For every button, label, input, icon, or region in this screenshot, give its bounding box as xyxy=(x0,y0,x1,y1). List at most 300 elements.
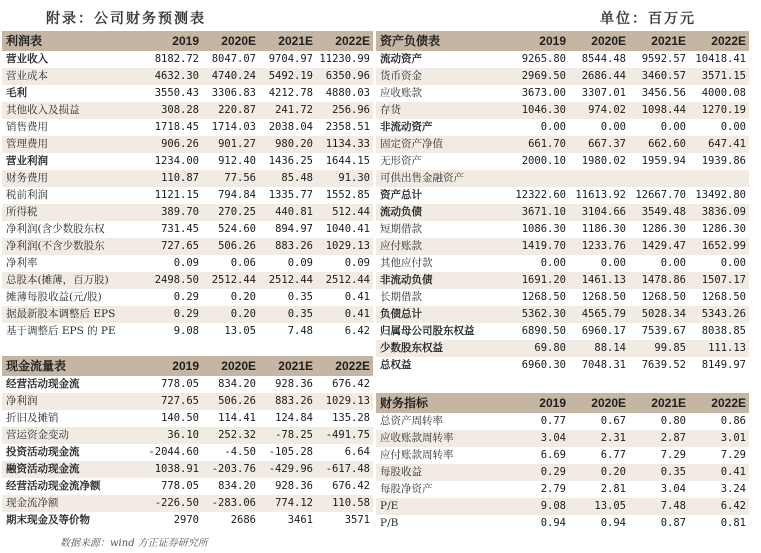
row-value: 0.00 xyxy=(660,121,686,133)
row-value: 0.09 xyxy=(173,257,199,269)
row-value: 3306.83 xyxy=(211,87,256,99)
row-value: -429.96 xyxy=(259,461,316,478)
row-value: 8047.07 xyxy=(211,53,256,65)
row-label: 每股净资产 xyxy=(380,483,433,495)
year-header: 2021E xyxy=(259,356,316,376)
table-row xyxy=(2,376,373,393)
row-label: 据最新股本调整后 EPS xyxy=(2,306,145,323)
row-value: 0.86 xyxy=(720,415,746,427)
table-row xyxy=(2,153,373,170)
table-row xyxy=(376,102,749,119)
row-value: 834.20 xyxy=(218,378,256,390)
row-value: 241.72 xyxy=(259,102,316,119)
table-row xyxy=(376,136,749,153)
table-header-row xyxy=(376,393,749,413)
table-row xyxy=(376,413,749,430)
table-row xyxy=(376,515,749,532)
row-value: 1268.50 xyxy=(521,291,566,303)
row-label: 净利润 xyxy=(2,393,145,410)
row-label: 长期借款 xyxy=(380,291,422,303)
row-value: 6.42 xyxy=(689,498,749,515)
row-value: 6960.17 xyxy=(581,325,626,337)
row-value: 834.20 xyxy=(218,480,256,492)
table-row xyxy=(376,238,749,255)
row-value: 140.50 xyxy=(161,412,199,424)
row-value: 0.20 xyxy=(202,306,259,323)
row-value: 7.48 xyxy=(629,498,689,515)
row-value: 2.31 xyxy=(569,430,629,447)
row-value: 1644.15 xyxy=(325,155,370,167)
row-value: 2970 xyxy=(173,514,199,526)
row-value: 0.35 xyxy=(259,306,316,323)
row-value: 2038.04 xyxy=(268,121,313,133)
row-value: 1507.17 xyxy=(689,272,749,289)
row-value: 389.70 xyxy=(145,204,202,221)
row-label: 税前利润 xyxy=(6,189,48,201)
table-row xyxy=(376,204,749,221)
row-value: 85.48 xyxy=(259,170,316,187)
row-label: 固定资产净值 xyxy=(376,136,509,153)
row-value xyxy=(569,170,629,187)
table-row xyxy=(376,464,749,481)
table-row xyxy=(376,68,749,85)
row-value: 0.09 xyxy=(344,257,370,269)
row-value: 4632.30 xyxy=(145,68,202,85)
row-value: 5343.26 xyxy=(689,306,749,323)
row-label: 管理费用 xyxy=(2,136,145,153)
row-value: 1046.30 xyxy=(509,102,569,119)
row-value: 524.60 xyxy=(218,223,256,235)
row-label: 营业利润 xyxy=(6,155,48,167)
year-header: 2019 xyxy=(145,356,202,376)
row-value: 2000.10 xyxy=(521,155,566,167)
row-value: 1029.13 xyxy=(316,238,373,255)
row-value: 662.60 xyxy=(629,136,689,153)
row-value: 69.80 xyxy=(509,340,569,357)
row-value: 10418.41 xyxy=(695,53,746,65)
row-value: 894.97 xyxy=(275,223,313,235)
row-value: 1691.20 xyxy=(509,272,569,289)
row-value: 0.35 xyxy=(629,464,689,481)
row-label: 现金流净额 xyxy=(2,495,145,512)
row-value: 3461 xyxy=(287,514,313,526)
row-value: 7539.67 xyxy=(641,325,686,337)
table-row xyxy=(376,498,749,515)
table-row xyxy=(376,289,749,306)
table-row xyxy=(376,119,749,136)
row-value: 2969.50 xyxy=(509,68,569,85)
row-label: 非流动资产 xyxy=(380,121,433,133)
row-value: 8544.48 xyxy=(581,53,626,65)
row-value: 1098.44 xyxy=(629,102,689,119)
row-value: 8038.85 xyxy=(701,325,746,337)
row-value: 676.42 xyxy=(332,378,370,390)
row-value: 912.40 xyxy=(218,155,256,167)
table-row xyxy=(2,68,373,85)
row-value: 308.28 xyxy=(145,102,202,119)
row-value: 0.00 xyxy=(600,121,626,133)
row-value: 2.87 xyxy=(629,430,689,447)
row-label: 流动资产 xyxy=(380,53,422,65)
row-value: 3571 xyxy=(344,514,370,526)
row-value: 3549.48 xyxy=(629,204,689,221)
row-value: 7048.31 xyxy=(581,359,626,371)
row-value: 980.20 xyxy=(259,136,316,153)
row-label: P/E xyxy=(376,498,509,515)
row-label: P/B xyxy=(380,517,399,529)
year-header: 2021E xyxy=(629,393,689,413)
row-label: 营业收入 xyxy=(6,53,48,65)
section-title: 现金流量表 xyxy=(2,356,145,376)
row-label: 总股本(摊薄，百万股) xyxy=(2,272,145,289)
table-row xyxy=(2,221,373,238)
row-value: -105.28 xyxy=(268,446,313,458)
row-label: 应收账款 xyxy=(380,87,422,99)
table-row xyxy=(2,102,373,119)
row-value: 3.04 xyxy=(509,430,569,447)
row-label: 营运资金变动 xyxy=(2,427,145,444)
row-label: 期末现金及等价物 xyxy=(6,514,90,526)
table-row xyxy=(376,187,749,204)
row-value: 77.56 xyxy=(202,170,259,187)
row-value: -283.06 xyxy=(202,495,259,512)
table-row xyxy=(2,238,373,255)
row-value: 901.27 xyxy=(202,136,259,153)
row-value: 220.87 xyxy=(202,102,259,119)
row-value: 1419.70 xyxy=(509,238,569,255)
table-row xyxy=(376,51,749,68)
row-value: 6.42 xyxy=(344,325,370,337)
row-value: 270.25 xyxy=(202,204,259,221)
row-value: 13.05 xyxy=(224,325,256,337)
row-value: 7.29 xyxy=(720,449,746,461)
row-value: 99.85 xyxy=(629,340,689,357)
table-row xyxy=(376,153,749,170)
table-row xyxy=(376,481,749,498)
row-value: 2358.51 xyxy=(325,121,370,133)
row-value: 1429.47 xyxy=(629,238,689,255)
row-label: 经营活动现金流净额 xyxy=(6,480,101,492)
table-row xyxy=(376,447,749,464)
table-row xyxy=(2,427,373,444)
row-value: -2044.60 xyxy=(148,446,199,458)
table-row xyxy=(2,85,373,102)
row-value: 0.00 xyxy=(600,257,626,269)
row-value: 4880.03 xyxy=(325,87,370,99)
row-value: 0.81 xyxy=(720,517,746,529)
appendix-title: 附录：公司财务预测表 xyxy=(46,11,206,27)
row-value: 0.77 xyxy=(540,415,566,427)
row-value: 506.26 xyxy=(202,393,259,410)
row-value: 110.87 xyxy=(145,170,202,187)
table-row xyxy=(2,204,373,221)
row-value: 1959.94 xyxy=(641,155,686,167)
row-value: 1268.50 xyxy=(581,291,626,303)
row-value: 1436.25 xyxy=(268,155,313,167)
row-value: 727.65 xyxy=(145,238,202,255)
row-value: 12322.60 xyxy=(515,189,566,201)
row-label: 短期借款 xyxy=(380,223,422,235)
row-value: 9.08 xyxy=(509,498,569,515)
table-row xyxy=(2,119,373,136)
table-row xyxy=(2,51,373,68)
row-value: 667.37 xyxy=(569,136,629,153)
table-row xyxy=(2,136,373,153)
row-value: 1268.50 xyxy=(641,291,686,303)
row-value: 1233.76 xyxy=(569,238,629,255)
row-label: 销售费用 xyxy=(6,121,48,133)
table-row xyxy=(376,170,749,187)
row-value: 5362.30 xyxy=(509,306,569,323)
year-header: 2022E xyxy=(316,356,373,376)
row-value: 114.41 xyxy=(218,412,256,424)
row-label: 货币资金 xyxy=(376,68,509,85)
row-label: 基于调整后 EPS 的 PE xyxy=(6,325,116,337)
row-value: 8149.97 xyxy=(701,359,746,371)
row-value: 5028.34 xyxy=(629,306,689,323)
row-value: 4212.78 xyxy=(268,87,313,99)
row-value: 1040.41 xyxy=(325,223,370,235)
table-row xyxy=(376,306,749,323)
row-value: 7.29 xyxy=(660,449,686,461)
row-value: 0.35 xyxy=(287,291,313,303)
row-value: 928.36 xyxy=(275,480,313,492)
row-value: 6960.30 xyxy=(521,359,566,371)
row-value: 4740.24 xyxy=(202,68,259,85)
row-value: 36.10 xyxy=(145,427,202,444)
year-header: 2019 xyxy=(509,31,569,51)
row-value: 2686.44 xyxy=(569,68,629,85)
year-header: 2020E xyxy=(202,356,259,376)
row-value: 0.67 xyxy=(600,415,626,427)
row-value: 1939.86 xyxy=(701,155,746,167)
row-value: 794.84 xyxy=(218,189,256,201)
row-label: 存货 xyxy=(376,102,509,119)
row-value: 3550.43 xyxy=(154,87,199,99)
balance-sheet-table xyxy=(376,31,749,374)
row-value: 0.87 xyxy=(660,517,686,529)
row-value: 2512.44 xyxy=(316,272,373,289)
row-value: 3.01 xyxy=(689,430,749,447)
year-header: 2019 xyxy=(509,393,569,413)
row-label: 其他应付款 xyxy=(380,257,433,269)
row-value: 8182.72 xyxy=(154,53,199,65)
table-row xyxy=(2,306,373,323)
table-row xyxy=(376,221,749,238)
table-row xyxy=(2,323,373,340)
row-value: 6.69 xyxy=(540,449,566,461)
table-row xyxy=(2,495,373,512)
row-value: 906.26 xyxy=(145,136,202,153)
row-value: 0.00 xyxy=(720,121,746,133)
row-label: 所得税 xyxy=(2,204,145,221)
row-value: 91.30 xyxy=(316,170,373,187)
row-value: 778.05 xyxy=(161,378,199,390)
row-value: 440.81 xyxy=(259,204,316,221)
row-value: 2512.44 xyxy=(259,272,316,289)
row-value: -78.25 xyxy=(259,427,316,444)
row-value: 1029.13 xyxy=(316,393,373,410)
section-title: 利润表 xyxy=(2,31,145,51)
row-value: 9704.97 xyxy=(268,53,313,65)
row-value: 0.20 xyxy=(230,291,256,303)
table-row xyxy=(2,187,373,204)
row-value: 1552.85 xyxy=(325,189,370,201)
row-value: 1980.02 xyxy=(581,155,626,167)
table-row xyxy=(376,430,749,447)
row-value: 727.65 xyxy=(145,393,202,410)
row-value: 6.77 xyxy=(600,449,626,461)
row-value: 5492.19 xyxy=(259,68,316,85)
row-value: 13.05 xyxy=(569,498,629,515)
row-value: -617.48 xyxy=(316,461,373,478)
row-value: 3456.56 xyxy=(641,87,686,99)
table-row xyxy=(2,255,373,272)
table-row xyxy=(2,410,373,427)
row-value: 7639.52 xyxy=(641,359,686,371)
financial-indicators-table xyxy=(376,393,749,532)
row-value: 0.00 xyxy=(540,121,566,133)
cash-flow-table xyxy=(2,356,373,529)
table-row xyxy=(2,461,373,478)
row-value: 11613.92 xyxy=(575,189,626,201)
row-value: 110.58 xyxy=(316,495,373,512)
row-value: 6350.96 xyxy=(316,68,373,85)
row-label: 可供出售金融资产 xyxy=(376,170,509,187)
row-value: 3671.10 xyxy=(509,204,569,221)
row-value: 0.80 xyxy=(660,415,686,427)
row-label: 净利润(含少数股东权 xyxy=(6,223,105,235)
row-label: 投资活动现金流 xyxy=(6,446,80,458)
row-value: 778.05 xyxy=(161,480,199,492)
row-value: 9592.57 xyxy=(641,53,686,65)
row-label: 应收账款周转率 xyxy=(376,430,509,447)
row-value: 3307.01 xyxy=(581,87,626,99)
row-label: 财务费用 xyxy=(2,170,145,187)
table-row xyxy=(376,85,749,102)
table-row xyxy=(2,478,373,495)
row-value: -226.50 xyxy=(145,495,202,512)
row-value: 13492.80 xyxy=(695,189,746,201)
row-value: 1234.00 xyxy=(154,155,199,167)
row-value: 3460.57 xyxy=(629,68,689,85)
section-title: 财务指标 xyxy=(376,393,509,413)
row-value: 1038.91 xyxy=(145,461,202,478)
row-label: 负债总计 xyxy=(376,306,509,323)
row-value: 2498.50 xyxy=(145,272,202,289)
row-value: 252.32 xyxy=(202,427,259,444)
row-label: 总资产周转率 xyxy=(380,415,443,427)
data-source-note: 数据来源：wind 方正证券研究所 xyxy=(60,538,208,549)
row-label: 净利润(不含少数股东 xyxy=(2,238,145,255)
row-value: 0.06 xyxy=(230,257,256,269)
row-value: 256.96 xyxy=(316,102,373,119)
row-value: 0.29 xyxy=(509,464,569,481)
row-label: 应付账款 xyxy=(376,238,509,255)
income-statement-table xyxy=(2,31,373,340)
row-label: 营业成本 xyxy=(2,68,145,85)
table-row xyxy=(2,170,373,187)
row-value: 1086.30 xyxy=(521,223,566,235)
year-header: 2022E xyxy=(689,31,749,51)
table-row xyxy=(2,444,373,461)
row-value: 0.29 xyxy=(145,306,202,323)
row-value: 883.26 xyxy=(259,238,316,255)
row-value: 3673.00 xyxy=(521,87,566,99)
row-label: 总权益 xyxy=(380,359,412,371)
table-row xyxy=(376,323,749,340)
year-header: 2021E xyxy=(629,31,689,51)
row-value: 0.41 xyxy=(316,306,373,323)
year-header: 2022E xyxy=(689,393,749,413)
row-value: 1652.99 xyxy=(689,238,749,255)
row-value: -4.50 xyxy=(224,446,256,458)
row-value: 2.81 xyxy=(600,483,626,495)
row-label: 其他收入及损益 xyxy=(2,102,145,119)
row-value: 1461.13 xyxy=(569,272,629,289)
row-value: 2.79 xyxy=(540,483,566,495)
row-label: 毛利 xyxy=(6,87,27,99)
row-value: 0.09 xyxy=(287,257,313,269)
row-label: 资产总计 xyxy=(380,189,422,201)
row-value: 0.20 xyxy=(569,464,629,481)
row-value: 9265.80 xyxy=(521,53,566,65)
row-value: 0.94 xyxy=(540,517,566,529)
row-value: 0.41 xyxy=(689,464,749,481)
row-label: 经营活动现金流 xyxy=(6,378,80,390)
row-value: 3.24 xyxy=(720,483,746,495)
row-value xyxy=(689,170,749,187)
row-value: 1335.77 xyxy=(268,189,313,201)
table-row xyxy=(376,357,749,374)
row-value: 7.48 xyxy=(287,325,313,337)
row-value: 0.00 xyxy=(720,257,746,269)
row-label: 融资活动现金流 xyxy=(2,461,145,478)
row-value: 1714.03 xyxy=(211,121,256,133)
table-row xyxy=(2,393,373,410)
table-row xyxy=(376,255,749,272)
row-label: 应付账款周转率 xyxy=(380,449,454,461)
row-label: 折旧及摊销 xyxy=(6,412,59,424)
row-value: 1286.30 xyxy=(701,223,746,235)
table-row xyxy=(376,340,749,357)
row-value: 0.00 xyxy=(660,257,686,269)
row-value: 731.45 xyxy=(161,223,199,235)
year-header: 2020E xyxy=(569,393,629,413)
table-row xyxy=(2,272,373,289)
row-label: 摊薄每股收益(元/股) xyxy=(6,291,102,303)
row-label: 少数股东权益 xyxy=(376,340,509,357)
row-value: -491.75 xyxy=(316,427,373,444)
table-row xyxy=(2,289,373,306)
row-value: 1286.30 xyxy=(641,223,686,235)
row-value xyxy=(509,170,569,187)
row-value: 3571.15 xyxy=(689,68,749,85)
row-value xyxy=(629,170,689,187)
row-value: 0.00 xyxy=(540,257,566,269)
row-value: 1478.86 xyxy=(629,272,689,289)
row-label: 净利率 xyxy=(6,257,38,269)
row-value: 12667.70 xyxy=(635,189,686,201)
row-label: 每股收益 xyxy=(376,464,509,481)
year-header: 2022E xyxy=(316,31,373,51)
row-value: 88.14 xyxy=(569,340,629,357)
row-label: 非流动负债 xyxy=(376,272,509,289)
row-value: 1186.30 xyxy=(581,223,626,235)
row-value: 9.08 xyxy=(173,325,199,337)
row-value: 928.36 xyxy=(275,378,313,390)
row-value: 0.94 xyxy=(600,517,626,529)
